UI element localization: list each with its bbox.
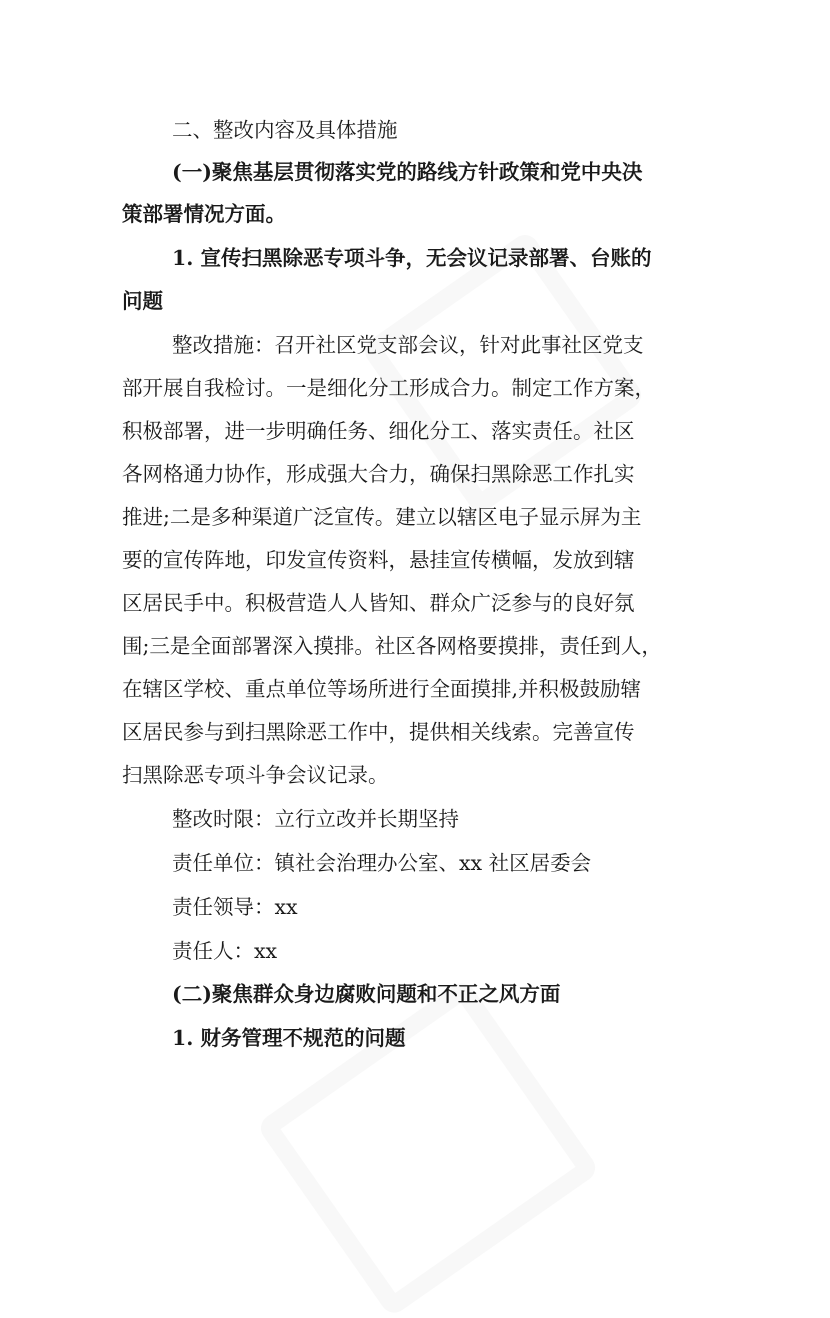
measures-line: 区居民参与到扫黑除恶工作中，提供相关线索。完善宣传	[122, 720, 635, 744]
measures-line: 在辖区学校、重点单位等场所进行全面摸排,并积极鼓励辖	[122, 677, 642, 701]
item-title: 1. 宣传扫黑除恶专项斗争，无会议记录部署、台账的	[172, 246, 652, 270]
measures-line: 积极部署，进一步明确任务、细化分工、落实责任。社区	[122, 419, 635, 443]
section-heading: 二、整改内容及具体措施	[172, 118, 398, 142]
responsible-leader: 责任领导：xx	[172, 895, 298, 919]
subsection-title: (二)聚焦群众身边腐败问题和不正之风方面	[172, 982, 561, 1006]
item-title-cont: 问题	[122, 289, 163, 313]
subsection-title-cont: 策部署情况方面。	[122, 202, 286, 226]
measures-line: 扫黑除恶专项斗争会议记录。	[122, 763, 389, 787]
measures-line: 要的宣传阵地，印发宣传资料，悬挂宣传横幅，发放到辖	[122, 548, 635, 572]
item-title: 1. 财务管理不规范的问题	[172, 1026, 406, 1050]
subsection-title: (一)聚焦基层贯彻落实党的路线方针政策和党中央决	[172, 160, 643, 184]
measures-line: 部开展自我检讨。一是细化分工形成合力。制定工作方案，	[122, 376, 655, 400]
measures-line: 围;三是全面部署深入摸排。社区各网格要摸排，责任到人，	[122, 634, 662, 658]
responsible-unit: 责任单位：镇社会治理办公室、xx 社区居委会	[172, 851, 592, 875]
measures-line: 各网格通力协作，形成强大合力，确保扫黑除恶工作扎实	[122, 462, 635, 486]
measures-line: 整改措施：召开社区党支部会议，针对此事社区党支	[172, 333, 644, 357]
measures-line: 区居民手中。积极营造人人皆知、群众广泛参与的良好氛	[122, 591, 635, 615]
measures-line: 推进;二是多种渠道广泛宣传。建立以辖区电子显示屏为主	[122, 505, 642, 529]
deadline: 整改时限：立行立改并长期坚持	[172, 807, 459, 831]
responsible-person: 责任人：xx	[172, 939, 278, 963]
